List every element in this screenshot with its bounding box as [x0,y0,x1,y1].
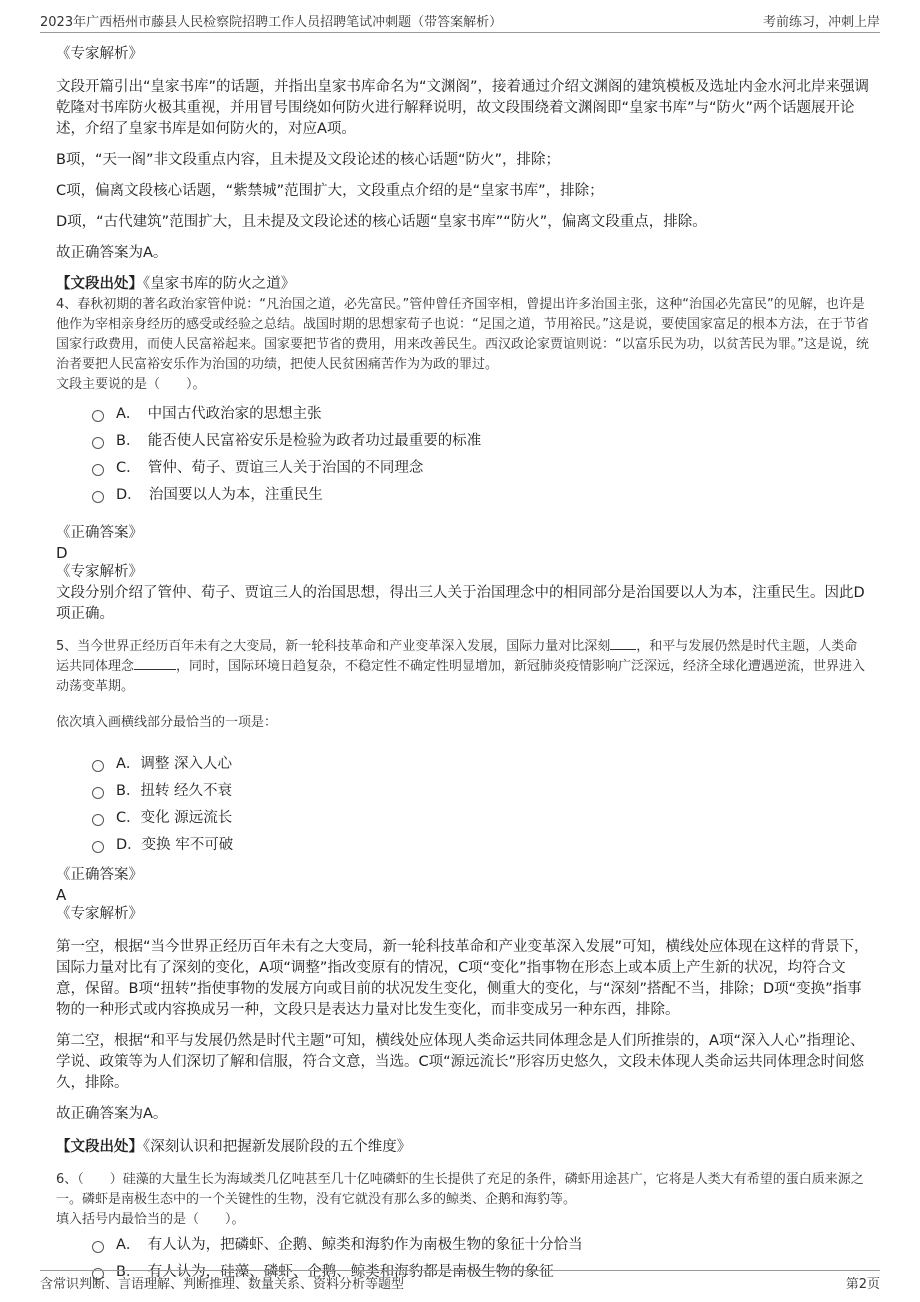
radio-icon[interactable] [92,491,104,503]
q3-analysis-label: 《专家解析》 [56,46,143,62]
page-content [56,44,870,1284]
q4-option-d-text: D． 治国要以人为本，注重民生 [116,487,323,503]
radio-icon[interactable] [92,437,104,449]
q5-stem-part-3: ，同时，国际环境日趋复杂，不稳定性不确定性明显增加，新冠肺炎疫情影响广泛深远，经济全球化遭遇逆流，世界进入动荡变革期。 [56,659,866,694]
radio-icon[interactable] [92,814,104,826]
q5-source-label: 【文段出处】 [56,1139,143,1155]
q5-blank-2 [134,669,176,670]
q4-option-a-text: A． 中国古代政治家的思想主张 [116,406,322,422]
q3-source [56,274,870,295]
q5-stem-part-1: 5、当今世界正经历百年未有之大变局，新一轮科技革命和产业变革深入发展，国际力量对比深刻 [56,639,611,654]
q6-option-a[interactable] [92,1230,870,1257]
radio-icon[interactable] [92,760,104,772]
q5-option-a[interactable] [92,749,870,776]
q5-option-b[interactable] [92,776,870,803]
q3-conclusion: 故正确答案为A。 [56,245,168,261]
radio-icon[interactable] [92,841,104,853]
page-number: 第2页 [845,1276,880,1292]
q5-option-d-text: D．变换 牢不可破 [116,837,234,853]
q6-option-b-text: B． 有人认为，硅藻、磷虾、企鹅、鲸类和海豹都是南极生物的象征 [116,1264,554,1280]
q4-option-b[interactable] [92,426,870,453]
q4-analysis: 文段分别介绍了管仲、荀子、贾谊三人的治国思想，得出三人关于治国理念中的相同部分是治国要以人为本，注重民生。因此D项正确。 [56,585,865,622]
q4-option-d[interactable] [92,480,870,507]
q4-analysis-label: 《专家解析》 [56,564,143,580]
q5-source-title: 《深刻认识和把握新发展阶段的五个维度》 [143,1139,412,1155]
page-header [40,8,880,33]
q4-option-c-text: C． 管仲、荀子、贾谊三人关于治国的不同理念 [116,460,424,476]
radio-icon[interactable] [92,410,104,422]
q5-answer: A [56,886,67,904]
q5-stem [56,637,870,697]
q5-source [56,1137,870,1158]
q5-option-b-text: B．扭转 经久不衰 [116,783,233,799]
q4-answer-label: 《正确答案》 [56,525,143,541]
q3-source-label: 【文段出处】 [56,276,143,292]
q4-option-b-text: B． 能否使人民富裕安乐是检验为政者功过最重要的标准 [116,433,482,449]
q5-analysis-paragraph-2: 第二空，根据“和平与发展仍然是时代主题”可知，横线处应体现人类命运共同体理念是人们所推崇的，A项“深入人心”指理论、学说、政策等为人们深切了解和信服，符合文意，当选。C项“源远流长”形容历史悠久，文段未体现人类命运共同体理念时间悠久，排除。 [56,1033,865,1091]
radio-icon[interactable] [92,1241,104,1253]
q4-ask: 文段主要说的是（ ）。 [56,377,206,392]
q3-analysis-paragraph: 文段开篇引出“皇家书库”的话题，并指出皇家书库命名为“文渊阁”，接着通过介绍文渊阁的建筑模板及选址内金水河北岸来强调乾隆对书库防火极其重视，并用冒号围绕如何防火进行解释说明，故文段围绕着文渊阁即“皇家书库”与“防火”两个话题展开论述，介绍了皇家书库是如何防火的，对应A项。 [56,79,870,137]
q6-option-a-text: A． 有人认为，把磷虾、企鹅、鲸类和海豹作为南极生物的象征十分恰当 [116,1237,583,1253]
q4-answer: D [56,544,68,562]
q5-option-c[interactable] [92,803,870,830]
q3-analysis-option-d: D项，“古代建筑”范围扩大，且未提及文段论述的核心话题“皇家书库”“防火”，偏离文段重点，排除。 [56,214,707,230]
q5-stem-part-2: ，和平与发展仍然是时代主题，人类命运共同体理念 [56,639,858,674]
q5-blank-1 [610,649,636,650]
q3-source-title: 《皇家书库的防火之道》 [143,276,296,292]
q3-analysis-option-c: C项，偏离文段核心话题，“紫禁城”范围扩大，文段重点介绍的是“皇家书库”，排除； [56,183,604,199]
q3-analysis-option-b: B项，“天一阁”非文段重点内容，且未提及文段论述的核心话题“防火”，排除； [56,152,560,168]
header-slogan: 考前练习，冲刺上岸 [762,14,880,30]
q5-option-a-text: A．调整 深入人心 [116,756,233,772]
q4-option-c[interactable] [92,453,870,480]
radio-icon[interactable] [92,464,104,476]
q5-ask: 依次填入画横线部分最恰当的一项是： [56,715,278,730]
header-title: 2023年广西梧州市藤县人民检察院招聘工作人员招聘笔试冲刺题（带答案解析） [40,14,503,30]
q5-analysis-paragraph-1: 第一空，根据“当今世界正经历百年未有之大变局，新一轮科技革命和产业变革深入发展”可知，横线处应体现在这样的背景下，国际力量对比有了深刻的变化，A项“调整”指改变原有的情况，C项“变化”指事物在形态上或本质上产生新的状况，均符合文意，保留。B项“扭转”指使事物的发展方向或目前的状况发生变化，侧重大的变化，与“深刻”搭配不当，排除；D项“变换”指事物的一种形式或内容换成另一种，文段只是表达力量对比发生变化，而非变成另一种东西，排除。 [56,939,869,1018]
q5-answer-label: 《正确答案》 [56,867,143,883]
q5-option-d[interactable] [92,830,870,857]
q6-ask: 填入括号内最恰当的是（ ）。 [56,1212,245,1227]
page-footer [40,1270,880,1293]
q4-stem: 4、春秋初期的著名政治家管仲说：“凡治国之道，必先富民。”管仲曾任齐国宰相，曾提出许多治国主张，这种“治国必先富民”的见解，也许是他作为宰相亲身经历的感受或经验之总结。战国时期的思想家荀子也说：“足国之道，节用裕民。”这是说，要使国家富足的根本方法，在于节省国家行政费用，而使人民富裕起来。国家要把节省的费用，用来改善民生。西汉政论家贾谊则说：“以富乐民为功，以贫苦民为罪。”这是说，统治者要把人民富裕安乐作为治国的功绩，把使人民贫困痛苦作为为政的罪过。 [56,297,869,372]
q6-stem: 6、（ ）硅藻的大量生长为海域类几亿吨甚至几十亿吨磷虾的生长提供了充足的条件，磷虾用途甚广，它将是人类大有希望的蛋白质来源之一。磷虾是南极生态中的一个关键性的生物，没有它就没有那么多的鲸类、企鹅和海豹等。 [56,1172,864,1207]
q4-option-a[interactable] [92,399,870,426]
radio-icon[interactable] [92,787,104,799]
q5-conclusion: 故正确答案为A。 [56,1106,168,1122]
q5-option-c-text: C．变化 源远流长 [116,810,233,826]
footer-description: 含常识判断、言语理解、判断推理、数量关系、资料分析等题型 [40,1276,405,1292]
q5-analysis-label: 《专家解析》 [56,906,143,922]
